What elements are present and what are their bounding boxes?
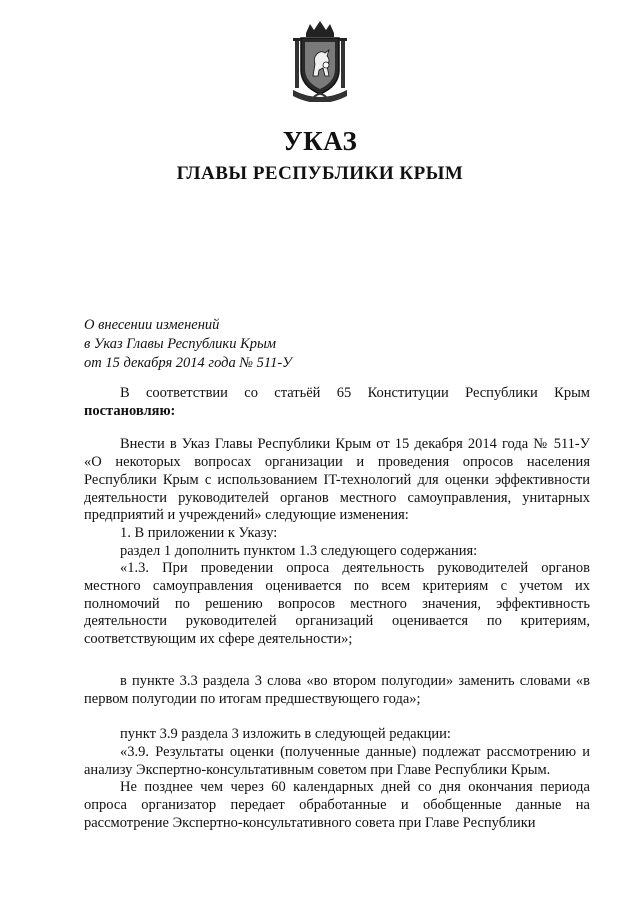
paragraph: «1.3. При проведении опроса деятельность руководителей органов местного самоуправления оценивается по всем критериям с учетом их полномочий по решению вопросов местного значения, эффективность деятельности руководителей организаций оценивается по критериям, соответствующим их сфере деятельности»; [84, 560, 590, 648]
subject-line: в Указ Главы Республики Крым [84, 336, 277, 352]
decree-keyword: постановляю: [84, 402, 176, 419]
subject-line: от 15 декабря 2014 года № 511-У [84, 355, 292, 371]
document-body [84, 385, 590, 832]
document-subject [84, 316, 404, 373]
paragraph: в пункте 3.3 раздела 3 слова «во втором полугодии» заменить словами «в первом полугодии по итогам предшествующего года»; [84, 672, 590, 707]
paragraph: Внести в Указ Главы Республики Крым от 15 декабря 2014 года № 511-У «О некоторых вопросах организации и проведения опросов населения Республики Крым с использованием IT-технологий для оценки эффективности деятельности руководителей органов местного самоуправления, унитарных предприятий и учреждений» следующие изменения: [84, 436, 590, 524]
paragraph: пункт 3.9 раздела 3 изложить в следующей редакции: [120, 726, 451, 743]
paragraph: «3.9. Результаты оценки (полученные данные) подлежат рассмотрению и анализу Экспертно-консультативным советом при Главе Республики Крым. [84, 743, 590, 778]
paragraph: раздел 1 дополнить пунктом 1.3 следующего содержания: [120, 542, 478, 559]
intro-paragraph [84, 385, 590, 403]
paragraph: 1. В приложении к Указу: [120, 524, 278, 541]
document-subtitle: ГЛАВЫ РЕСПУБЛИКИ КРЫМ [176, 163, 464, 184]
crimea-coat-of-arms-icon [289, 20, 351, 102]
subject-line: О внесении изменений [84, 317, 220, 333]
document-title: УКАЗ [282, 126, 358, 156]
intro-text: В соответствии со статьёй 65 Конституции Республики Крым [120, 385, 590, 401]
paragraph: Не позднее чем через 60 календарных дней со дня окончания периода опроса организатор передает обработанные и обобщенные данные на рассмотрение Экспертно-консультативного совета при Главе Республики [84, 779, 590, 831]
